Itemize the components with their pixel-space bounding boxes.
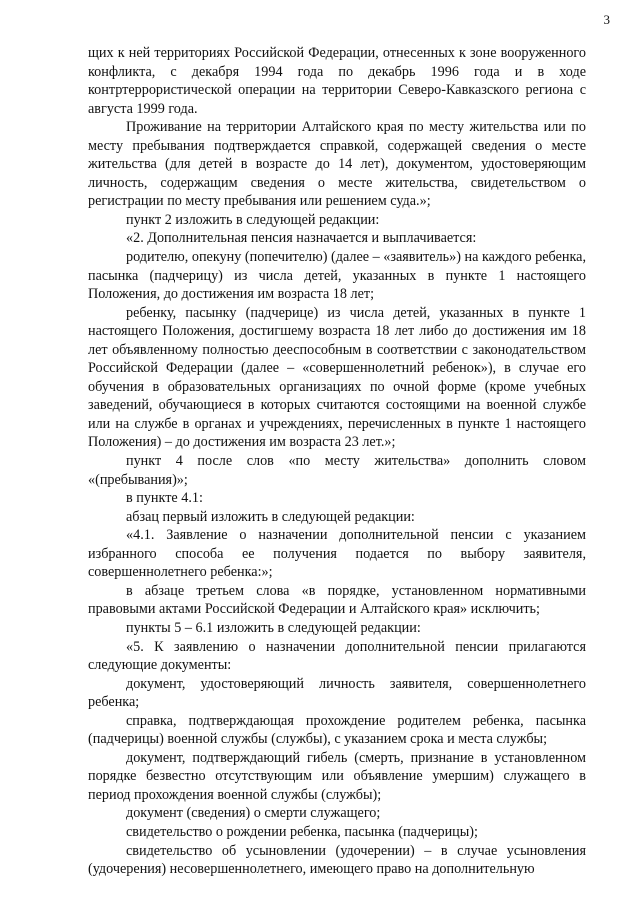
- paragraph: «2. Дополнительная пенсия назначается и выплачивается:: [126, 230, 477, 247]
- paragraph: свидетельство об усыновлении (удочерении) – в случае усыновления (удочерения) несовершеннолетнего, имеющего право на дополнительную: [88, 842, 586, 878]
- document-body: [88, 44, 586, 879]
- paragraph: свидетельство о рождении ребенка, пасынка (падчерицы);: [126, 823, 478, 840]
- paragraph: справка, подтверждающая прохождение родителем ребенка, пасынка (падчерицы) военной службы (службы), с указанием срока и места службы;: [88, 712, 586, 748]
- paragraph: пункты 5 – 6.1 изложить в следующей редакции:: [126, 619, 421, 636]
- paragraph: абзац первый изложить в следующей редакции:: [126, 508, 415, 525]
- paragraph: документ (сведения) о смерти служащего;: [126, 805, 381, 822]
- paragraph: Проживание на территории Алтайского края по месту жительства или по месту пребывания подтверждается справкой, содержащей сведения о месте жительства (для детей в возрасте до 14 лет), документом, удостоверяющим личность, содержащим сведения о месте жительства, свидетельством о регистрации по месту пребывания или решением суда.»;: [88, 119, 586, 210]
- paragraph: документ, подтверждающий гибель (смерть, признание в установленном порядке безвестно отсутствующим или объявление умершим) служащего в период прохождения военной службы (службы);: [88, 749, 586, 803]
- page-number: 3: [603, 12, 610, 27]
- paragraph: в пункте 4.1:: [126, 490, 203, 507]
- paragraph: родителю, опекуну (попечителю) (далее – «заявитель») на каждого ребенка, пасынка (падчерицу) из числа детей, указанных в пункте 1 настоящего Положения, до достижения им возраста 18 лет;: [88, 249, 586, 303]
- paragraph: пункт 4 после слов «по месту жительства» дополнить словом «(пребывания)»;: [88, 453, 586, 488]
- paragraph: в абзаце третьем слова «в порядке, установленном нормативными правовыми актами Российской Федерации и Алтайского края» исключить;: [88, 582, 586, 618]
- paragraph: ребенку, пасынку (падчерице) из числа детей, указанных в пункте 1 настоящего Положения, достигшему возраста 18 лет либо до достижения им 18 лет объявленному полностью дееспособным в соответствии с законодательством Российской Федерации (далее – «совершеннолетний ребенок»), в случае его обучения в образовательных организациях по очной форме (кроме учебных заведений, обучающиеся в которых считаются состоящими на военной службе или на службе в органах и учреждениях, перечисленных в пункте 1 настоящего Положения) – до достижения им возраста 23 лет.»;: [88, 304, 586, 451]
- paragraph: «4.1. Заявление о назначении дополнительной пенсии с указанием избранного способа ее получения подается по выбору заявителя, совершеннолетнего ребенка:»;: [88, 527, 586, 581]
- paragraph: пункт 2 изложить в следующей редакции:: [126, 211, 380, 228]
- paragraph: «5. К заявлению о назначении дополнительной пенсии прилагаются следующие документы:: [88, 638, 586, 674]
- paragraph: документ, удостоверяющий личность заявителя, совершеннолетнего ребенка;: [88, 675, 586, 711]
- paragraph: щих к ней территориях Российской Федерации, отнесенных к зоне вооруженного конфликта, с декабря 1994 года по декабрь 1996 года и в ходе контртеррористической операции на территории Северо-Кавказского региона с августа 1999 года.: [88, 45, 586, 117]
